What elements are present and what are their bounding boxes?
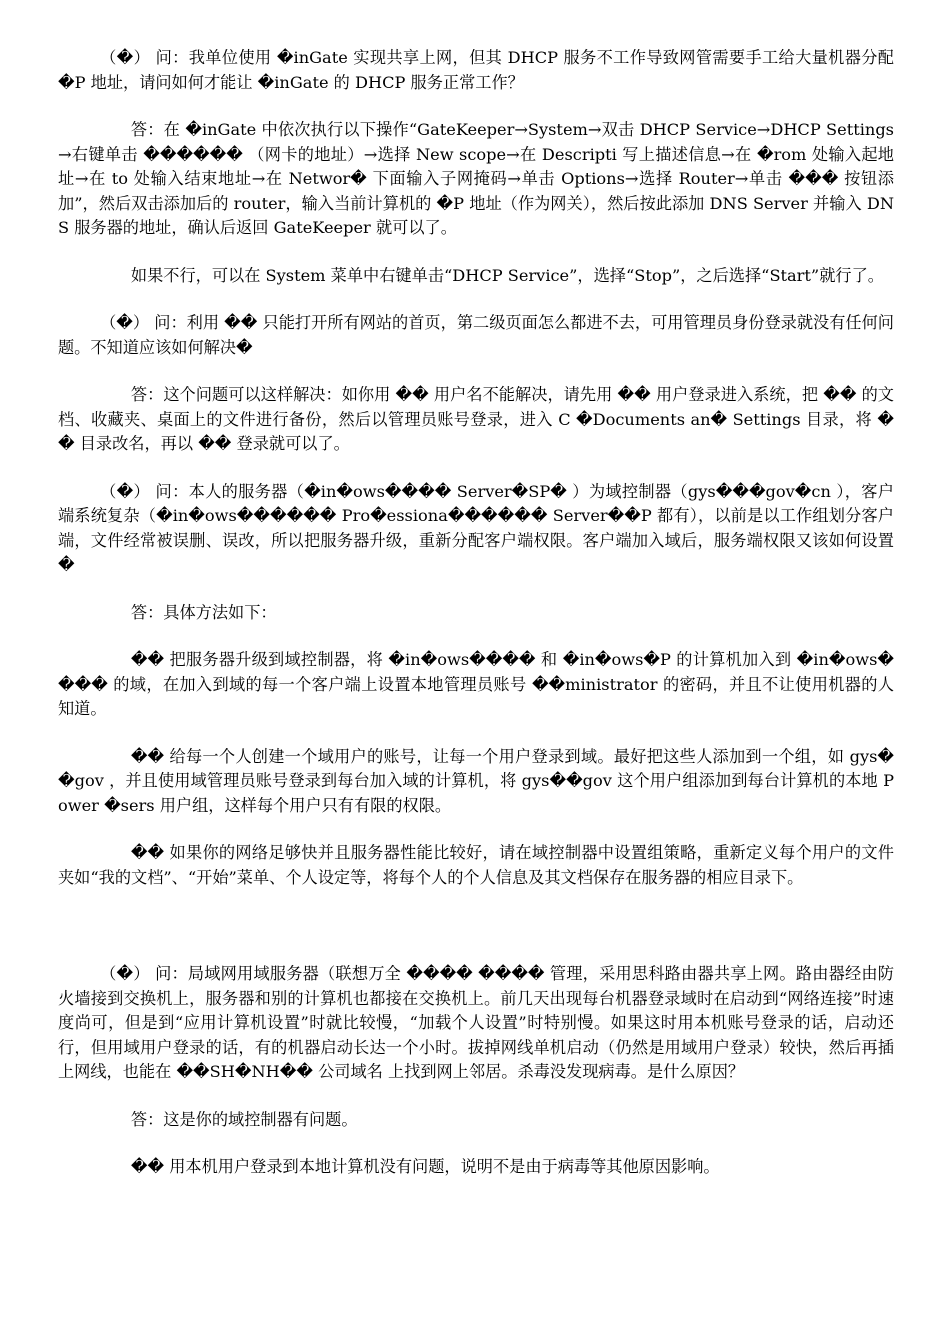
question-4: （�） 问：局域网用域服务器（联想万全 ���� ���� 管理，采用思科路由器共享上网。路由器经由防火墙接到交换机上，服务器和别的计算机也都接在交换机上。前几天出现每台机器登录域时在启动到“网络连接”时速度尚可，但是到“应用计算机设置”时就比较慢，“加载个人设置”时特别慢。如果这时用本机账号登录的话，启动还行，但用域用户登录的话，有的机器启动长达一个小时。拔掉网线单机启动（仍然是用域用户登录）较快，然后再插上网线，也能在 ��SH�NH�� 公司域名 上找到网上邻居。杀毒没发现病毒。是什么原因？	[58, 964, 894, 1081]
answer-1: 答：在 �inGate 中依次执行以下操作“GateKeeper→System→双击 DHCP Service→DHCP Settings→右键单击 ������ （网卡的地址）→选择 New scope→在 Descripti 写上描述信息→在 �rom 处输入起地址→在 to 处输入结束地址→在 Networ� 下面输入子网掩码→单击 Options→选择 Router→单击 ��� 按钮添加”，然后双击添加后的 router，输入当前计算机的 �P 地址（作为网关），然后按此添加 DNS Server 并输入 DNS 服务器的地址，确认后返回 GateKeeper 就可以了。	[58, 120, 894, 237]
document-page	[58, 46, 894, 1180]
answer-3-step-3: �� 如果你的网络足够快并且服务器性能比较好，请在域控制器中设置组策略，重新定义每个用户的文件夹如“我的文档”、“开始”菜单、个人设定等，将每个人的个人信息及其文档保存在服务器的相应目录下。	[58, 843, 894, 887]
question-2: （�） 问：利用 �� 只能打开所有网站的首页，第二级页面怎么都进不去，可用管理员身份登录就没有任何问题。不知道应该如何解决�	[58, 313, 894, 357]
answer-3: 答：具体方法如下：	[130, 602, 277, 622]
answer-4: 答：这是你的域控制器有问题。	[130, 1109, 358, 1129]
question-3: （�） 问：本人的服务器（�in�ows���� Server�SP� ）为域控制器（gys���gov�cn ），客户端系统复杂（�in�ows������ Pro�essiona������ Server��P 都有），以前是以工作组划分客户端，文件经常被误删、误改，所以把服务器升级，重新分配客户端权限。客户端加入域后，服务端权限又该如何设置�	[58, 481, 894, 574]
question-1: （�） 问：我单位使用 �inGate 实现共享上网，但其 DHCP 服务不工作导致网管需要手工给大量机器分配 �P 地址，请问如何才能让 �inGate 的 DHCP 服务正常工作？	[58, 48, 894, 92]
answer-1-note: 如果不行，可以在 System 菜单中右键单击“DHCP Service”，选择“Stop”，之后选择“Start”就行了。	[130, 265, 884, 285]
answer-2: 答：这个问题可以这样解决：如你用 �� 用户名不能解决，请先用 �� 用户登录进入系统，把 �� 的文档、收藏夹、桌面上的文件进行备份，然后以管理员账号登录，进入 C �Documents an� Settings 目录，将 �� 目录改名，再以 �� 登录就可以了。	[58, 385, 894, 453]
answer-4-step-1: �� 用本机用户登录到本地计算机没有问题，说明不是由于病毒等其他原因影响。	[130, 1157, 720, 1176]
answer-3-step-1: �� 把服务器升级到域控制器，将 �in�ows���� 和 �in�ows�P 的计算机加入到 �in�ows���� 的域，在加入到域的每一个客户端上设置本地管理员账号 ��ministrator 的密码，并且不让使用机器的人知道。	[58, 650, 894, 718]
answer-3-step-2: �� 给每一个人创建一个域用户的账号，让每一个用户登录到域。最好把这些人添加到一个组，如 gys��gov ，并且使用域管理员账号登录到每台加入域的计算机，将 gys��gov 这个用户组添加到每台计算机的本地 Power �sers 用户组，这样每个用户只有有限的权限。	[58, 746, 894, 815]
